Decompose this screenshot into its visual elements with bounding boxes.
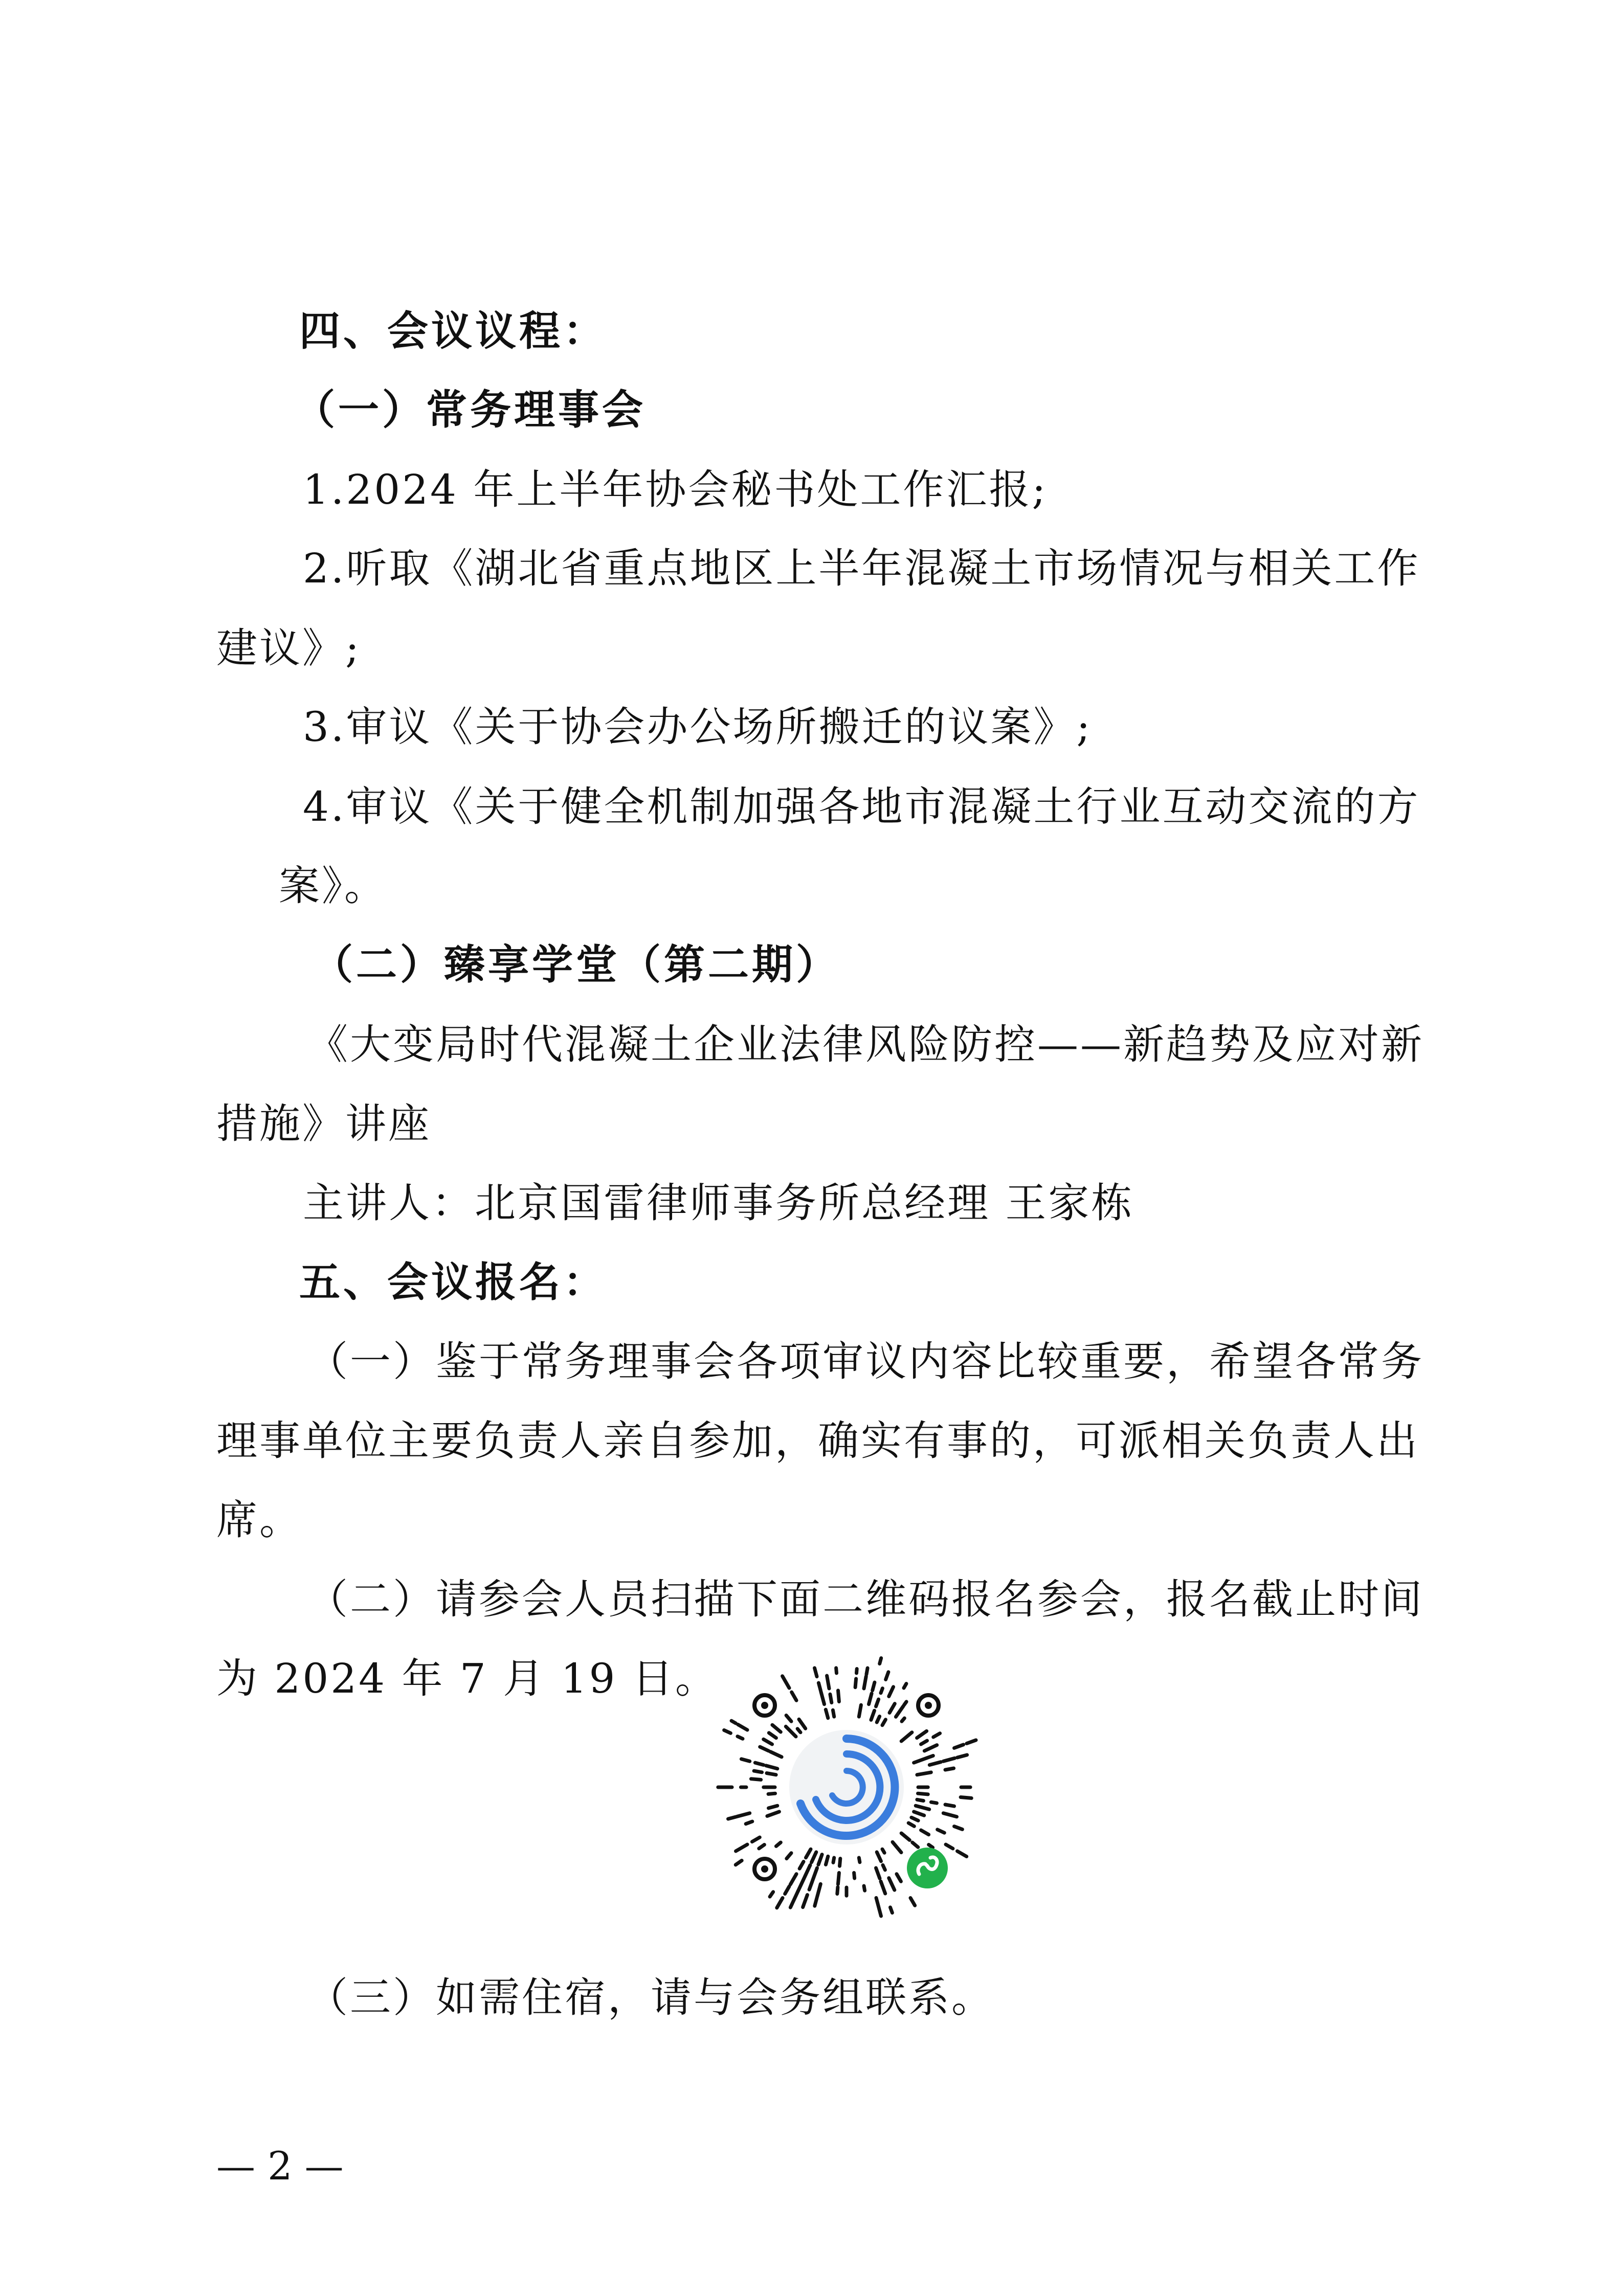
- section-4-heading: 四、会议议程：: [299, 307, 607, 355]
- code-ray: [859, 1858, 860, 1862]
- code-ray: [889, 1704, 895, 1713]
- code-ray: [751, 1779, 761, 1780]
- code-ray: [777, 1898, 783, 1908]
- code-ray: [877, 1717, 879, 1723]
- code-ray: [752, 1837, 760, 1842]
- code-ray: [755, 1763, 763, 1765]
- registration-p1-line-1: （一）鉴于常务理事会各项审议内容比较重要，希望各常务: [307, 1338, 1424, 1385]
- code-ray: [772, 1725, 781, 1732]
- code-ray: [736, 1844, 748, 1851]
- code-ray: [924, 1745, 937, 1751]
- agenda-item-3: 3.审议《关于协会办公场所搬迁的议案》;: [303, 703, 1093, 751]
- code-ray: [883, 1865, 885, 1870]
- code-ray: [855, 1679, 856, 1687]
- agenda-item-2-line-2: 建议》;: [216, 624, 361, 672]
- code-ray: [767, 1773, 776, 1775]
- code-ray: [806, 1849, 811, 1858]
- code-ray: [815, 1668, 817, 1677]
- code-ray: [901, 1833, 909, 1840]
- code-ray: [805, 1865, 810, 1877]
- code-ray: [917, 1772, 931, 1775]
- registration-p3: （三）如需住宿，请与会务组联系。: [307, 1974, 994, 2021]
- code-ray: [945, 1805, 954, 1806]
- code-ray: [914, 1758, 927, 1763]
- code-ray: [790, 1874, 796, 1885]
- code-ray: [759, 1844, 765, 1849]
- code-ray: [873, 1682, 875, 1691]
- code-ray: [790, 1903, 792, 1908]
- code-ray: [864, 1676, 866, 1689]
- code-ray: [738, 1724, 747, 1730]
- code-ray: [833, 1710, 834, 1717]
- code-ray: [943, 1758, 954, 1761]
- code-ray: [891, 1907, 893, 1913]
- code-ray: [864, 1886, 865, 1890]
- code-ray: [897, 1874, 901, 1882]
- code-ray: [799, 1862, 804, 1869]
- code-ray: [958, 1851, 967, 1857]
- code-ray: [767, 1812, 780, 1816]
- code-ray: [813, 1868, 817, 1881]
- code-ray: [837, 1887, 838, 1894]
- code-ray: [904, 1702, 906, 1705]
- code-ray: [893, 1842, 901, 1852]
- code-ray: [943, 1813, 956, 1817]
- section-5-heading: 五、会议报名：: [299, 1258, 607, 1306]
- code-ray: [724, 1730, 731, 1733]
- registration-p1-line-3: 席。: [216, 1496, 302, 1544]
- code-ray: [902, 1718, 904, 1721]
- code-ray: [833, 1858, 834, 1863]
- subsection-1-heading: （一）常务理事会: [294, 386, 646, 434]
- code-ray: [821, 1692, 825, 1704]
- code-ray: [901, 1732, 912, 1741]
- code-ray: [838, 1873, 839, 1884]
- code-ray: [786, 1716, 791, 1722]
- lecture-speaker: 主讲人：北京国雷律师事务所总经理 王家栋: [303, 1179, 1134, 1227]
- code-ray: [938, 1830, 945, 1833]
- agenda-item-2-line-1: 2.听取《湖北省重点地区上半年混凝土市场情况与相关工作: [303, 545, 1420, 592]
- code-ray: [880, 1911, 881, 1917]
- subsection-2-heading: （二）臻享学堂（第二期）: [312, 941, 840, 988]
- code-ray: [921, 1741, 927, 1744]
- mini-program-code-icon[interactable]: [714, 1654, 980, 1920]
- code-ray: [927, 1755, 933, 1758]
- code-ray: [881, 1881, 885, 1894]
- code-ray: [738, 1737, 743, 1739]
- code-ray: [754, 1771, 762, 1772]
- code-ray: [908, 1823, 914, 1826]
- code-ray: [871, 1710, 875, 1720]
- code-ray: [826, 1709, 828, 1718]
- code-ray: [882, 1720, 885, 1725]
- code-ray: [910, 1898, 915, 1906]
- code-ray: [889, 1687, 894, 1697]
- code-ray: [946, 1844, 953, 1849]
- code-ray: [737, 1813, 750, 1817]
- code-ray: [786, 1726, 796, 1737]
- code-ray: [931, 1802, 937, 1803]
- code-ray: [736, 1860, 742, 1864]
- code-ray: [741, 1759, 749, 1761]
- code-ray: [917, 1799, 924, 1800]
- code-ray: [809, 1881, 812, 1889]
- code-ray: [917, 1731, 927, 1738]
- registration-p2-line-2: 为 2024 年 7 月 19 日。: [216, 1655, 718, 1702]
- agenda-item-4-line-1: 4.审议《关于健全机制加强各地市混凝土行业互动交流的方: [303, 783, 1420, 830]
- code-ray: [799, 1719, 806, 1728]
- code-ray: [954, 1827, 963, 1830]
- code-ray: [766, 1766, 777, 1769]
- code-ray: [798, 1878, 804, 1891]
- code-ray: [954, 1745, 964, 1748]
- code-ray: [933, 1734, 940, 1737]
- code-ray: [770, 1892, 773, 1897]
- code-ray: [787, 1853, 791, 1859]
- code-ray: [769, 1806, 777, 1808]
- code-ray: [770, 1752, 782, 1757]
- code-ray: [818, 1683, 820, 1691]
- registration-p2-line-1: （二）请参会人员扫描下面二维码报名参会，报名截止时间: [307, 1575, 1424, 1623]
- code-ray: [876, 1868, 880, 1879]
- code-ray: [854, 1873, 855, 1878]
- code-ray: [913, 1842, 918, 1847]
- code-ray: [838, 1691, 839, 1702]
- lecture-title-line-2: 措施》讲座: [216, 1100, 431, 1147]
- code-ray: [869, 1694, 872, 1704]
- code-ray: [827, 1676, 829, 1689]
- mini-program-badge: [907, 1848, 948, 1888]
- code-ray: [764, 1739, 772, 1744]
- code-ray: [914, 1812, 924, 1815]
- code-ray: [728, 1817, 736, 1819]
- agenda-item-1: 1.2024 年上半年协会秘书处工作汇报;: [303, 466, 1048, 513]
- code-ray: [921, 1830, 929, 1835]
- code-ray: [817, 1884, 821, 1897]
- code-ray: [896, 1706, 903, 1717]
- code-ray: [785, 1886, 789, 1894]
- code-ray: [876, 1699, 879, 1706]
- code-ray: [746, 1821, 752, 1824]
- code-ray: [769, 1733, 776, 1738]
- code-ray: [803, 1895, 808, 1907]
- code-ray: [793, 1891, 798, 1902]
- code-ray: [783, 1676, 789, 1688]
- code-ray: [792, 1692, 796, 1700]
- code-ray: [961, 1797, 971, 1798]
- code-ray: [929, 1762, 941, 1765]
- code-ray: [760, 1747, 769, 1751]
- code-ray: [797, 1729, 800, 1732]
- code-ray: [916, 1806, 929, 1809]
- code-ray: [776, 1842, 781, 1846]
- code-ray: [911, 1817, 918, 1820]
- code-ray: [731, 1721, 736, 1723]
- code-ray: [967, 1740, 976, 1744]
- code-ray: [882, 1849, 884, 1853]
- code-ray: [826, 1856, 828, 1864]
- code-ray: [877, 1852, 881, 1861]
- code-ray: [859, 1705, 861, 1717]
- page-number: — 2 —: [216, 2143, 344, 2189]
- code-ray: [815, 1898, 817, 1906]
- code-ray: [886, 1672, 888, 1680]
- lecture-title-line-1: 《大变局时代混凝土企业法律风险防控——新趋势及应对新: [307, 1021, 1424, 1068]
- registration-p1-line-2: 理事单位主要负责人亲自参加，确实有事的，可派相关负责人出: [216, 1417, 1419, 1465]
- code-ray: [836, 1668, 837, 1673]
- code-ray: [929, 1844, 933, 1848]
- code-ray: [768, 1793, 775, 1794]
- agenda-item-4-line-2: 案》。: [279, 862, 387, 910]
- code-ray: [880, 1658, 881, 1664]
- code-ray: [876, 1898, 879, 1910]
- code-ray: [812, 1852, 816, 1862]
- code-ray: [866, 1668, 867, 1674]
- code-ray: [881, 1689, 882, 1693]
- code-ray: [904, 1684, 906, 1689]
- code-ray: [918, 1793, 928, 1794]
- code-ray: [830, 1694, 832, 1702]
- code-ray: [889, 1878, 895, 1890]
- code-ray: [818, 1855, 822, 1865]
- code-ray: [957, 1755, 967, 1758]
- code-ray: [945, 1768, 954, 1770]
